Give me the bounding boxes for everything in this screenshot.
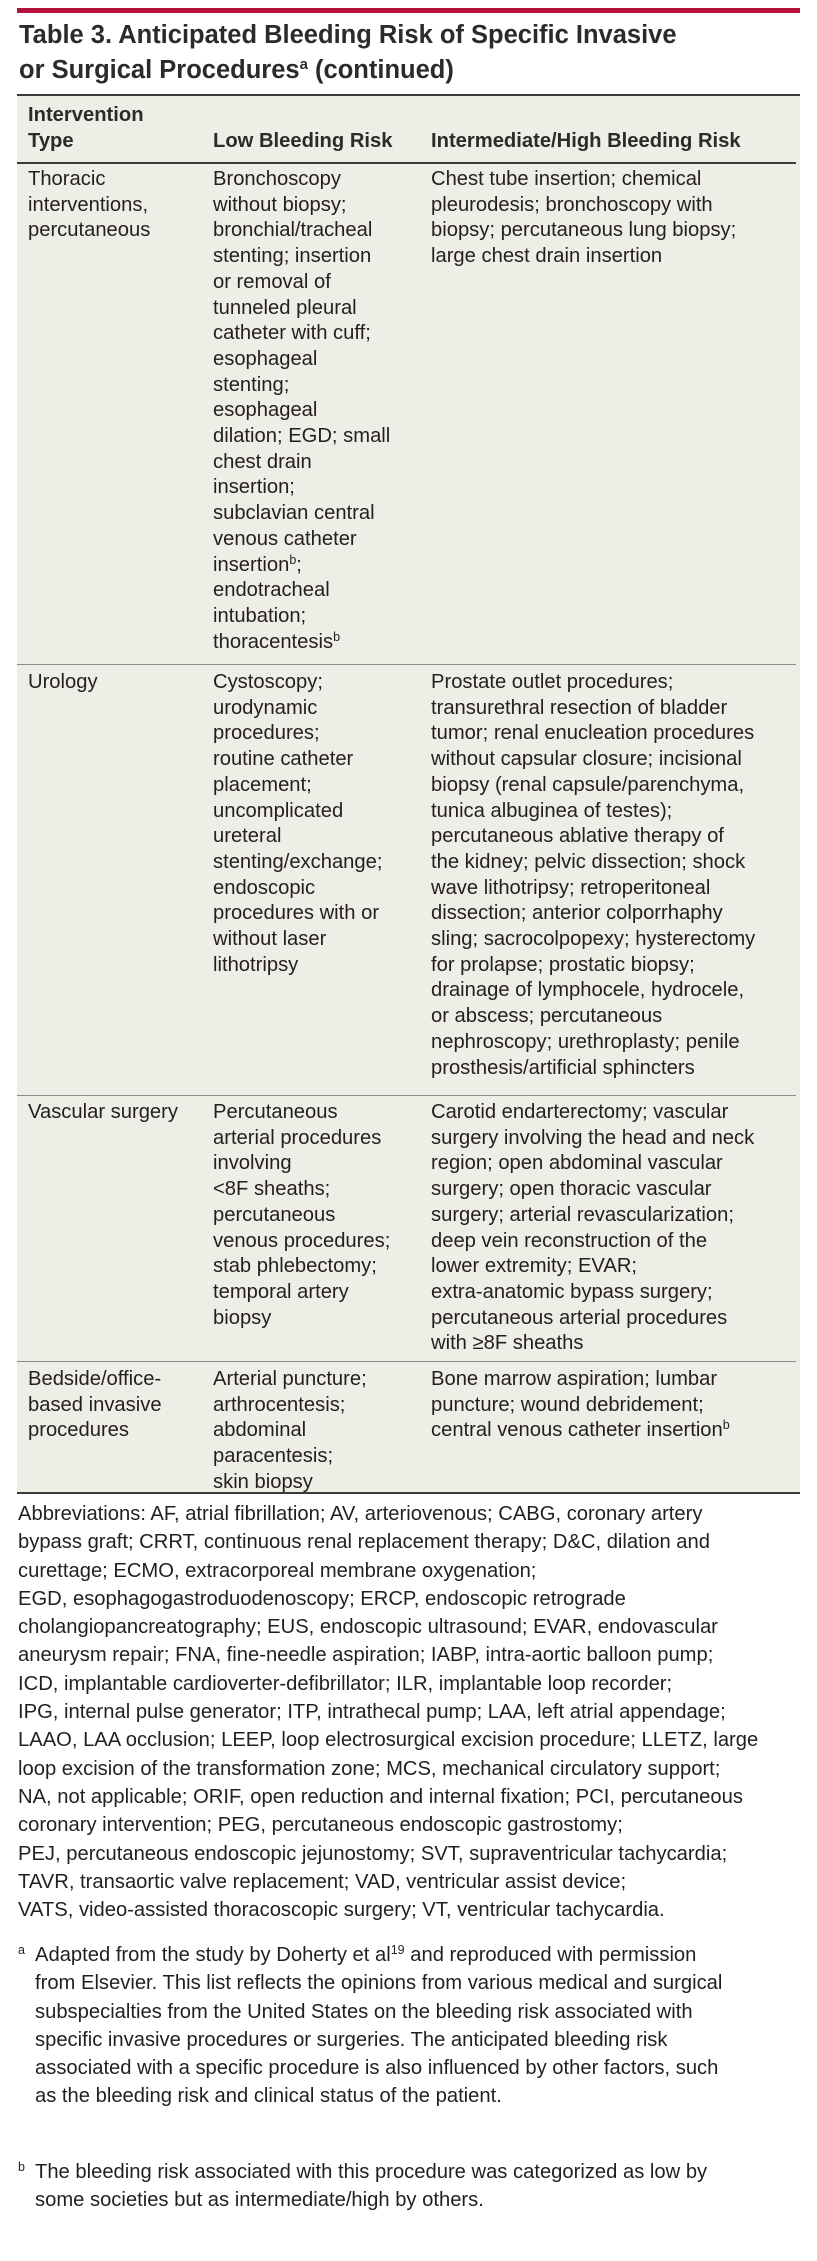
row-divider (17, 664, 796, 665)
footnote-ref-b: b (333, 629, 341, 644)
row-thoracic-low-risk: Bronchoscopy without biopsy; bronchial/tracheal stenting; insertion or removal of tunneled pleural catheter with cuff; esophageal stenting; esophageal dilation; EGD; small chest drain insertion; subclavian central venous catheter insertion$^b$; endotracheal intubation; thoracentesis$^b$ (213, 168, 391, 653)
reference-number: 19 (390, 1943, 405, 1957)
footnote-a: a Adapted from the study by Doherty et $al^{19}$ and reproduced with permission from Elsevier. This list reflects the opinions from various medical and surgical subspecialties from the United States on the bleeding risk associated with specific invasive procedures or surgeries. The anticipated bleeding risk associated with a specific procedure is also influenced by other factors, such as the bleeding risk and clinical status of the patient. (18, 1943, 723, 2108)
row-divider (17, 1095, 796, 1096)
footnote-b: b The bleeding risk associated with this procedure was categorized as low by some societies but as intermediate/high by others. (18, 2160, 708, 2212)
row-vascular-low-risk: Percutaneous arterial procedures involving <8F sheaths; percutaneous venous procedures; stab phlebectomy; temporal artery biopsy (213, 1101, 391, 1329)
row-vascular-type: Vascular surgery (28, 1101, 178, 1123)
footnote-ref-a: a (299, 56, 308, 73)
header-high-bleeding-risk: Intermediate/High Bleeding Risk (431, 130, 741, 152)
abbreviations-note: Abbreviations: AF, atrial fibrillation; AV, arteriovenous; CABG, coronary artery bypass graft; CRRT, continuous renal replacement therapy; D&C, dilation and curettage; ECMO, extracorporeal membrane oxygenation; EGD, esophagogastroduodenoscopy; ERCP, endoscopic retrograde cholangiopancreatography; EUS, endoscopic ultrasound; EVAR, endovascular aneurysm repair; FNA, fine-needle aspiration; IABP, intra-aortic balloon pump; ICD, implantable cardioverter-defibrillator; ILR, implantable loop recorder; IPG, internal pulse generator; ITP, intrathecal pump; LAA, left atrial appendage; LAAO, LAA occlusion; LEEP, loop electrosurgical excision procedure; LLETZ, large loop excision of the transformation zone; MCS, mechanical circulatory support; NA, not applicable; ORIF, open reduction and internal fixation; PCI, percutaneous coronary intervention; PEG, percutaneous endoscopic gastrostomy; PEJ, percutaneous endoscopic jejunostomy; SVT, supraventricular tachycardia; TAVR, transaortic valve replacement; VAD, ventricular assist device; VATS, video-assisted thoracoscopic surgery; VT, ventricular tachycardia. (18, 1503, 759, 1922)
footnote-ref-b: b (289, 552, 297, 567)
table-title-line-2: or Surgical Procedures$^a$ (continued) (19, 56, 454, 84)
header-divider (17, 162, 796, 164)
top-accent-rule (17, 8, 800, 13)
row-thoracic-type: Thoracic interventions, percutaneous (28, 168, 151, 242)
row-urology-type: Urology (28, 671, 98, 693)
bleeding-risk-table (17, 94, 800, 1494)
footnote-b-marker: b (18, 2160, 25, 2174)
footnote-a-marker: a (18, 1943, 25, 1957)
table-title (19, 18, 789, 88)
row-bedside-high-risk: Bone marrow aspiration; lumbar puncture; wound debridement; central venous catheter insertion$^b$ (431, 1368, 730, 1442)
header-low-bleeding-risk: Low Bleeding Risk (213, 130, 393, 152)
row-urology-low-risk: Cystoscopy; urodynamic procedures; routine catheter placement; uncomplicated ureteral stenting/exchange; endoscopic procedures with or without laser lithotripsy (213, 671, 383, 976)
row-divider (17, 1361, 796, 1362)
table-title-line-1: Table 3. Anticipated Bleeding Risk of Specific Invasive (19, 21, 677, 49)
header-intervention-type: Intervention Type (28, 104, 144, 152)
footnote-ref-b: b (722, 1418, 730, 1433)
row-urology-high-risk: Prostate outlet procedures; transurethral resection of bladder tumor; renal enucleation procedures without capsular closure; incisional biopsy (renal capsule/parenchyma, tunica albuginea of testes); percutaneous ablative therapy of the kidney; pelvic dissection; shock wave lithotripsy; retroperitoneal dissection; anterior colporrhaphy sling; sacrocolpopexy; hysterectomy for prolapse; prostatic biopsy; drainage of lymphocele, hydrocele, or abscess; percutaneous nephroscopy; urethroplasty; penile prosthesis/artificial sphincters (431, 671, 756, 1079)
row-bedside-low-risk: Arterial puncture; arthrocentesis; abdominal paracentesis; skin biopsy (213, 1368, 367, 1493)
row-vascular-high-risk: Carotid endarterectomy; vascular surgery involving the head and neck region; open abdominal vascular surgery; open thoracic vascular surgery; arterial revascularization; deep vein reconstruction of the lower extremity; EVAR; extra-anatomic bypass surgery; percutaneous arterial procedures with ≥8F sheaths (431, 1101, 755, 1355)
row-thoracic-high-risk: Chest tube insertion; chemical pleurodesis; bronchoscopy with biopsy; percutaneous lung biopsy; large chest drain insertion (431, 168, 737, 268)
row-bedside-type: Bedside/office- based invasive procedures (28, 1368, 162, 1442)
